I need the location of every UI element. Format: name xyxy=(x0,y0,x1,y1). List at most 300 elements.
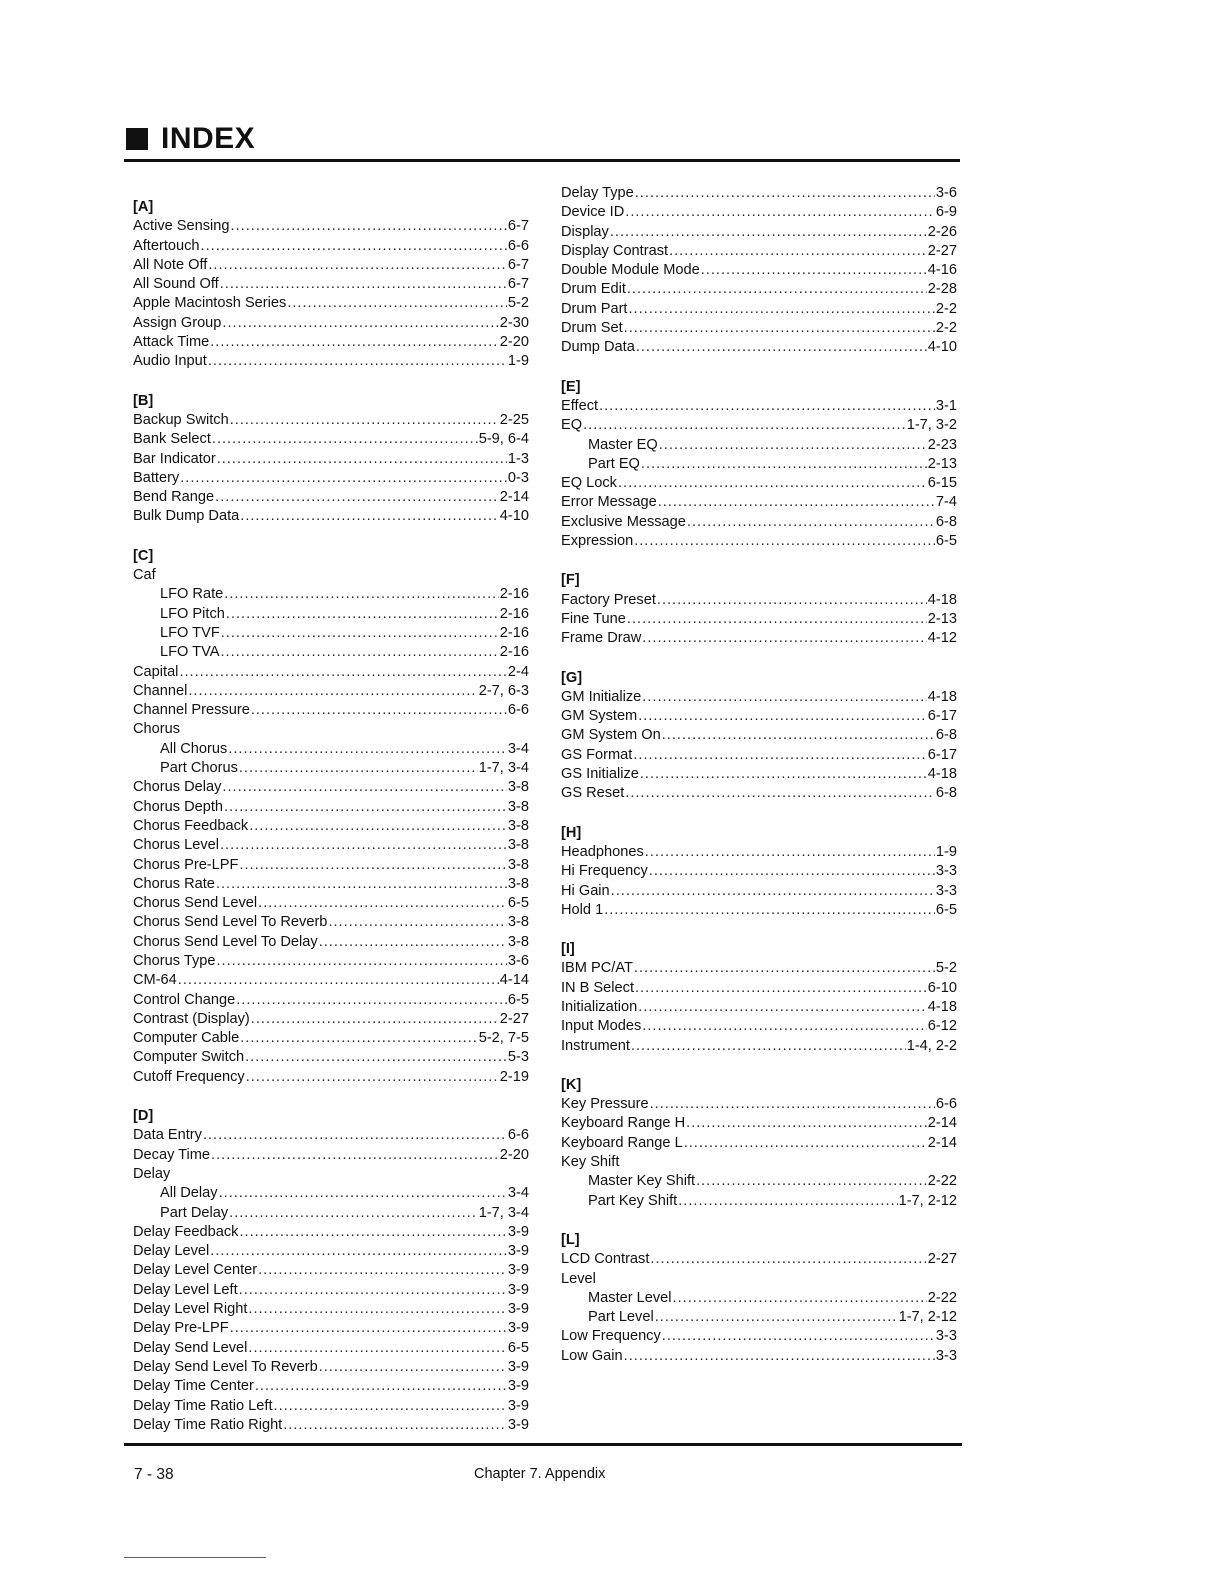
dot-leader xyxy=(211,1146,499,1165)
dot-leader xyxy=(627,610,927,629)
index-entry xyxy=(561,416,957,435)
entry-term: EQ xyxy=(561,417,583,434)
dot-leader xyxy=(180,469,507,488)
index-entry xyxy=(561,436,957,455)
dot-leader xyxy=(216,875,507,894)
dot-leader xyxy=(638,707,927,726)
dot-leader xyxy=(642,1017,926,1036)
index-entry xyxy=(133,256,529,275)
entry-page-ref: 2-2 xyxy=(935,300,957,317)
section-heading: [C] xyxy=(133,547,154,564)
entry-page-ref: 2-16 xyxy=(499,605,529,622)
entry-term: Hi Frequency xyxy=(561,863,648,880)
entry-page-ref: 6-12 xyxy=(927,1018,957,1035)
entry-term: Active Sensing xyxy=(133,218,230,235)
index-entry xyxy=(561,1289,957,1308)
dot-leader xyxy=(215,488,499,507)
dot-leader xyxy=(633,746,926,765)
index-entry xyxy=(561,338,957,357)
entry-page-ref: 1-4, 2-2 xyxy=(906,1037,957,1054)
index-entry xyxy=(133,1300,529,1319)
entry-page-ref: 3-9 xyxy=(507,1358,529,1375)
dot-leader xyxy=(201,237,507,256)
section-heading: [A] xyxy=(133,199,154,215)
index-entry xyxy=(133,720,529,739)
dot-leader xyxy=(655,1308,898,1327)
entry-page-ref: 2-19 xyxy=(499,1068,529,1085)
entry-term: Control Change xyxy=(133,991,236,1008)
index-entry xyxy=(133,836,529,855)
entry-page-ref: 6-6 xyxy=(507,237,529,254)
entry-term: All Delay xyxy=(160,1185,218,1202)
index-entry xyxy=(133,663,529,682)
dot-leader xyxy=(634,959,935,978)
entry-term: Key Shift xyxy=(561,1154,620,1171)
dot-leader xyxy=(239,1281,507,1300)
index-entry xyxy=(133,237,529,256)
entry-page-ref: 4-10 xyxy=(927,339,957,356)
entry-page-ref: 5-9, 6-4 xyxy=(478,431,529,448)
entry-term: Chorus Feedback xyxy=(133,817,249,834)
index-entry xyxy=(561,979,957,998)
entry-term: Delay Pre-LPF xyxy=(133,1320,229,1337)
entry-term: Delay Time Ratio Left xyxy=(133,1397,273,1414)
entry-term: Expression xyxy=(561,533,634,550)
entry-page-ref: 0-3 xyxy=(507,469,529,486)
entry-term: GM System On xyxy=(561,727,661,744)
dot-leader xyxy=(208,352,507,371)
dot-leader xyxy=(684,1134,927,1153)
entry-page-ref: 3-9 xyxy=(507,1320,529,1337)
dot-leader xyxy=(638,998,927,1017)
entry-term: GS Initialize xyxy=(561,766,639,783)
dot-leader xyxy=(274,1397,507,1416)
index-entry xyxy=(561,843,957,862)
index-entry xyxy=(133,933,529,952)
entry-page-ref: 1-7, 2-12 xyxy=(898,1309,957,1326)
entry-page-ref: 4-16 xyxy=(927,262,957,279)
entry-term: Key Pressure xyxy=(561,1096,649,1113)
entry-page-ref: 4-18 xyxy=(927,998,957,1015)
index-entry xyxy=(133,875,529,894)
dot-leader xyxy=(611,882,935,901)
entry-page-ref: 1-7, 3-4 xyxy=(478,1204,529,1221)
entry-term: Master EQ xyxy=(588,436,658,453)
entry-term: Effect xyxy=(561,397,599,414)
entry-term: Keyboard Range L xyxy=(561,1134,683,1151)
entry-term: Assign Group xyxy=(133,314,222,331)
index-entry xyxy=(133,1048,529,1067)
index-entry xyxy=(133,778,529,797)
index-entry xyxy=(561,223,957,242)
dot-leader xyxy=(240,507,499,526)
dot-leader xyxy=(669,242,927,261)
dot-leader xyxy=(599,397,935,416)
dot-leader xyxy=(634,532,935,551)
entry-page-ref: 2-20 xyxy=(499,334,529,351)
dot-leader xyxy=(287,294,507,313)
index-entry xyxy=(561,784,957,803)
dot-leader xyxy=(239,759,478,778)
entry-term: Delay Send Level To Reverb xyxy=(133,1358,318,1375)
entry-term: IBM PC/AT xyxy=(561,960,633,977)
entry-page-ref: 6-5 xyxy=(507,991,529,1008)
entry-page-ref: 6-8 xyxy=(935,727,957,744)
dot-leader xyxy=(222,314,498,333)
index-entry xyxy=(133,469,529,488)
entry-page-ref: 2-22 xyxy=(927,1173,957,1190)
index-entry xyxy=(133,624,529,643)
entry-page-ref: 2-20 xyxy=(499,1146,529,1163)
entry-term: Computer Switch xyxy=(133,1049,245,1066)
entry-page-ref: 4-18 xyxy=(927,766,957,783)
entry-term: Delay Type xyxy=(561,185,634,201)
entry-term: Error Message xyxy=(561,494,657,511)
entry-term: Bar Indicator xyxy=(133,450,216,467)
dot-leader xyxy=(228,740,507,759)
entry-page-ref: 1-7, 3-4 xyxy=(478,760,529,777)
index-entry xyxy=(561,1250,957,1269)
section-heading: [H] xyxy=(561,824,582,841)
entry-page-ref: 2-13 xyxy=(927,455,957,472)
entry-page-ref: 2-23 xyxy=(927,436,957,453)
entry-term: All Note Off xyxy=(133,256,208,273)
entry-term: Part EQ xyxy=(588,455,640,472)
index-section xyxy=(133,1107,529,1435)
entry-term: CM-64 xyxy=(133,972,177,989)
index-entry xyxy=(561,1308,957,1327)
index-entry xyxy=(561,397,957,416)
dot-leader xyxy=(624,319,935,338)
entry-page-ref: 4-18 xyxy=(927,688,957,705)
index-entry xyxy=(561,1347,957,1366)
dot-leader xyxy=(625,203,935,222)
entry-page-ref: 6-17 xyxy=(927,708,957,725)
entry-term: LFO Rate xyxy=(160,586,224,603)
index-entry xyxy=(561,455,957,474)
entry-term: Delay Level Center xyxy=(133,1262,258,1279)
dot-leader xyxy=(662,1327,935,1346)
dot-leader xyxy=(631,1037,906,1056)
entry-page-ref: 6-5 xyxy=(935,533,957,550)
dot-leader xyxy=(216,952,506,971)
dot-leader xyxy=(627,280,927,299)
entry-term: Part Chorus xyxy=(160,760,238,777)
entry-page-ref: 4-14 xyxy=(499,972,529,989)
bottom-rule xyxy=(124,1443,962,1446)
entry-term: Low Frequency xyxy=(561,1328,661,1345)
index-entry xyxy=(561,280,957,299)
index-section xyxy=(561,824,957,920)
entry-term: Chorus Depth xyxy=(133,798,224,815)
dot-leader xyxy=(640,765,927,784)
entry-term: Capital xyxy=(133,663,179,680)
entry-term: Audio Input xyxy=(133,353,207,370)
entry-page-ref: 6-5 xyxy=(935,901,957,918)
index-entry xyxy=(561,688,957,707)
dot-leader xyxy=(179,663,506,682)
index-entry xyxy=(133,352,529,371)
dot-leader xyxy=(178,971,499,990)
dot-leader xyxy=(208,256,507,275)
index-entry xyxy=(561,901,957,920)
index-entry xyxy=(561,184,957,203)
entry-page-ref: 2-7, 6-3 xyxy=(478,682,529,699)
index-entry xyxy=(561,959,957,978)
dot-leader xyxy=(258,894,507,913)
dot-leader xyxy=(255,1377,507,1396)
index-entry xyxy=(133,1416,529,1435)
entry-term: Exclusive Message xyxy=(561,513,686,530)
index-entry xyxy=(561,746,957,765)
entry-page-ref: 6-5 xyxy=(507,1339,529,1356)
entry-term: Display Contrast xyxy=(561,242,669,259)
entry-term: Level xyxy=(561,1270,596,1287)
dot-leader xyxy=(251,701,507,720)
dot-leader xyxy=(248,1339,507,1358)
entry-term: Bend Range xyxy=(133,489,215,506)
entry-page-ref: 3-3 xyxy=(935,1347,957,1364)
index-entry xyxy=(561,242,957,261)
dot-leader xyxy=(678,1192,897,1211)
entry-page-ref: 3-9 xyxy=(507,1243,529,1260)
entry-page-ref: 3-8 xyxy=(507,798,529,815)
entry-term: Factory Preset xyxy=(561,591,656,608)
entry-term: Input Modes xyxy=(561,1018,642,1035)
index-entry xyxy=(561,610,957,629)
entry-term: Master Key Shift xyxy=(588,1173,696,1190)
entry-term: Hi Gain xyxy=(561,882,610,899)
section-heading: [L] xyxy=(561,1231,580,1248)
dot-leader xyxy=(220,643,498,662)
dot-leader xyxy=(657,591,927,610)
section-heading: [B] xyxy=(133,392,154,409)
dot-leader xyxy=(636,338,927,357)
entry-page-ref: 6-17 xyxy=(927,746,957,763)
entry-term: GM Initialize xyxy=(561,688,642,705)
index-entry xyxy=(133,817,529,836)
dot-leader xyxy=(220,836,507,855)
entry-term: Instrument xyxy=(561,1037,630,1054)
dot-leader xyxy=(226,605,499,624)
index-entry xyxy=(133,894,529,913)
index-entry xyxy=(133,275,529,294)
entry-page-ref: 6-10 xyxy=(927,979,957,996)
dot-leader xyxy=(319,933,507,952)
entry-page-ref: 2-22 xyxy=(927,1289,957,1306)
dot-leader xyxy=(240,1029,477,1048)
index-entry xyxy=(561,1114,957,1133)
dot-leader xyxy=(246,1068,499,1087)
entry-page-ref: 3-9 xyxy=(507,1378,529,1395)
dot-leader xyxy=(230,1319,507,1338)
index-entry xyxy=(561,998,957,1017)
entry-page-ref: 2-4 xyxy=(507,663,529,680)
index-section xyxy=(133,198,529,372)
dot-leader xyxy=(625,784,935,803)
dot-leader xyxy=(659,436,927,455)
dot-leader xyxy=(618,474,927,493)
entry-page-ref: 6-6 xyxy=(507,702,529,719)
entry-page-ref: 3-8 xyxy=(507,914,529,931)
entry-page-ref: 2-26 xyxy=(927,223,957,240)
index-entry xyxy=(133,430,529,449)
entry-term: Low Gain xyxy=(561,1347,623,1364)
index-entry xyxy=(133,1126,529,1145)
chapter-title: Chapter 7. Appendix xyxy=(474,1466,606,1482)
dot-leader xyxy=(212,430,478,449)
index-entry xyxy=(133,682,529,701)
index-entry xyxy=(561,1037,957,1056)
dot-leader xyxy=(641,455,927,474)
index-entry xyxy=(133,643,529,662)
dot-leader xyxy=(673,1289,927,1308)
section-heading: [D] xyxy=(133,1108,154,1125)
index-entry xyxy=(133,952,529,971)
index-header xyxy=(126,122,255,156)
entry-page-ref: 2-14 xyxy=(927,1115,957,1132)
section-heading: [F] xyxy=(561,572,580,589)
index-entry xyxy=(133,1358,529,1377)
dot-leader xyxy=(230,411,499,430)
entry-page-ref: 3-3 xyxy=(935,1328,957,1345)
index-entry xyxy=(133,1029,529,1048)
entry-term: Initialization xyxy=(561,998,638,1015)
dot-leader xyxy=(686,1114,927,1133)
entry-page-ref: 3-8 xyxy=(507,875,529,892)
index-entry xyxy=(561,1017,957,1036)
entry-term: Data Entry xyxy=(133,1127,202,1144)
entry-page-ref: 6-6 xyxy=(507,1127,529,1144)
entry-page-ref: 3-6 xyxy=(507,952,529,969)
index-section xyxy=(561,1076,957,1211)
entry-page-ref: 2-16 xyxy=(499,624,529,641)
entry-term: Aftertouch xyxy=(133,237,200,254)
index-section xyxy=(561,1231,957,1366)
entry-term: Channel Pressure xyxy=(133,702,250,719)
section-heading: [I] xyxy=(561,941,575,958)
dot-leader xyxy=(203,1126,507,1145)
dot-leader xyxy=(236,991,507,1010)
dot-leader xyxy=(645,843,935,862)
entry-page-ref: 2-16 xyxy=(499,586,529,603)
entry-term: Chorus Type xyxy=(133,952,216,969)
dot-leader xyxy=(624,1347,935,1366)
dot-leader xyxy=(604,901,935,920)
entry-page-ref: 1-3 xyxy=(507,450,529,467)
index-entry xyxy=(133,1146,529,1165)
dot-leader xyxy=(188,682,477,701)
index-entry xyxy=(133,1377,529,1396)
dot-leader xyxy=(687,513,935,532)
dot-leader xyxy=(210,1242,507,1261)
index-entry xyxy=(561,1172,957,1191)
index-entry xyxy=(133,913,529,932)
entry-page-ref: 3-9 xyxy=(507,1223,529,1240)
dot-leader xyxy=(258,1261,507,1280)
entry-term: Headphones xyxy=(561,843,644,860)
entry-page-ref: 3-8 xyxy=(507,779,529,796)
entry-term: Delay Time Center xyxy=(133,1378,254,1395)
index-entry xyxy=(133,759,529,778)
dot-leader xyxy=(650,1095,935,1114)
entry-term: Computer Cable xyxy=(133,1030,240,1047)
entry-term: Delay Send Level xyxy=(133,1339,248,1356)
dot-leader xyxy=(210,333,499,352)
entry-term: GM System xyxy=(561,708,638,725)
index-entry xyxy=(133,450,529,469)
entry-page-ref: 2-28 xyxy=(927,281,957,298)
entry-term: GS Reset xyxy=(561,785,625,802)
index-entry xyxy=(561,1270,957,1289)
entry-term: Apple Macintosh Series xyxy=(133,295,287,312)
index-section xyxy=(133,392,529,527)
index-section xyxy=(561,940,957,1056)
dot-leader xyxy=(220,275,507,294)
entry-term: Part Level xyxy=(588,1309,654,1326)
index-entry xyxy=(561,300,957,319)
entry-term: Dump Data xyxy=(561,339,635,356)
section-heading: [G] xyxy=(561,669,583,686)
index-entry xyxy=(561,1095,957,1114)
entry-page-ref: 6-8 xyxy=(935,785,957,802)
entry-term: LFO TVA xyxy=(160,644,220,661)
index-entry xyxy=(561,591,957,610)
index-entry xyxy=(133,333,529,352)
dot-leader xyxy=(251,1010,499,1029)
index-section xyxy=(561,378,957,552)
entry-page-ref: 5-2 xyxy=(507,295,529,312)
index-entry xyxy=(133,740,529,759)
index-entry xyxy=(561,1192,957,1211)
entry-page-ref: 2-14 xyxy=(927,1134,957,1151)
index-entry xyxy=(133,585,529,604)
entry-term: Attack Time xyxy=(133,334,210,351)
entry-term: Chorus Rate xyxy=(133,875,215,892)
index-entry xyxy=(561,862,957,881)
index-entry xyxy=(561,493,957,512)
entry-page-ref: 6-5 xyxy=(507,895,529,912)
entry-term: Backup Switch xyxy=(133,411,229,428)
entry-term: Double Module Mode xyxy=(561,262,700,279)
entry-page-ref: 3-1 xyxy=(935,397,957,414)
entry-term: Chorus Send Level xyxy=(133,895,258,912)
entry-page-ref: 3-9 xyxy=(507,1416,529,1433)
index-entry xyxy=(133,1223,529,1242)
entry-term: IN B Select xyxy=(561,979,634,996)
dot-leader xyxy=(650,1250,926,1269)
index-entry xyxy=(133,991,529,1010)
blue-divider xyxy=(124,1557,266,1558)
index-entry xyxy=(133,1184,529,1203)
entry-term: Drum Set xyxy=(561,320,623,337)
dot-leader xyxy=(224,585,499,604)
dot-leader xyxy=(249,817,507,836)
dot-leader xyxy=(217,450,507,469)
entry-term: Caf xyxy=(133,567,156,584)
section-heading: [E] xyxy=(561,378,581,395)
entry-term: Battery xyxy=(133,469,180,486)
index-entry xyxy=(133,566,529,585)
index-entry xyxy=(561,532,957,551)
dot-leader xyxy=(239,1223,506,1242)
index-section xyxy=(561,184,957,358)
entry-page-ref: 6-8 xyxy=(935,513,957,530)
dot-leader xyxy=(629,300,935,319)
index-entry xyxy=(133,1319,529,1338)
index-entry xyxy=(133,217,529,236)
entry-page-ref: 2-16 xyxy=(499,644,529,661)
